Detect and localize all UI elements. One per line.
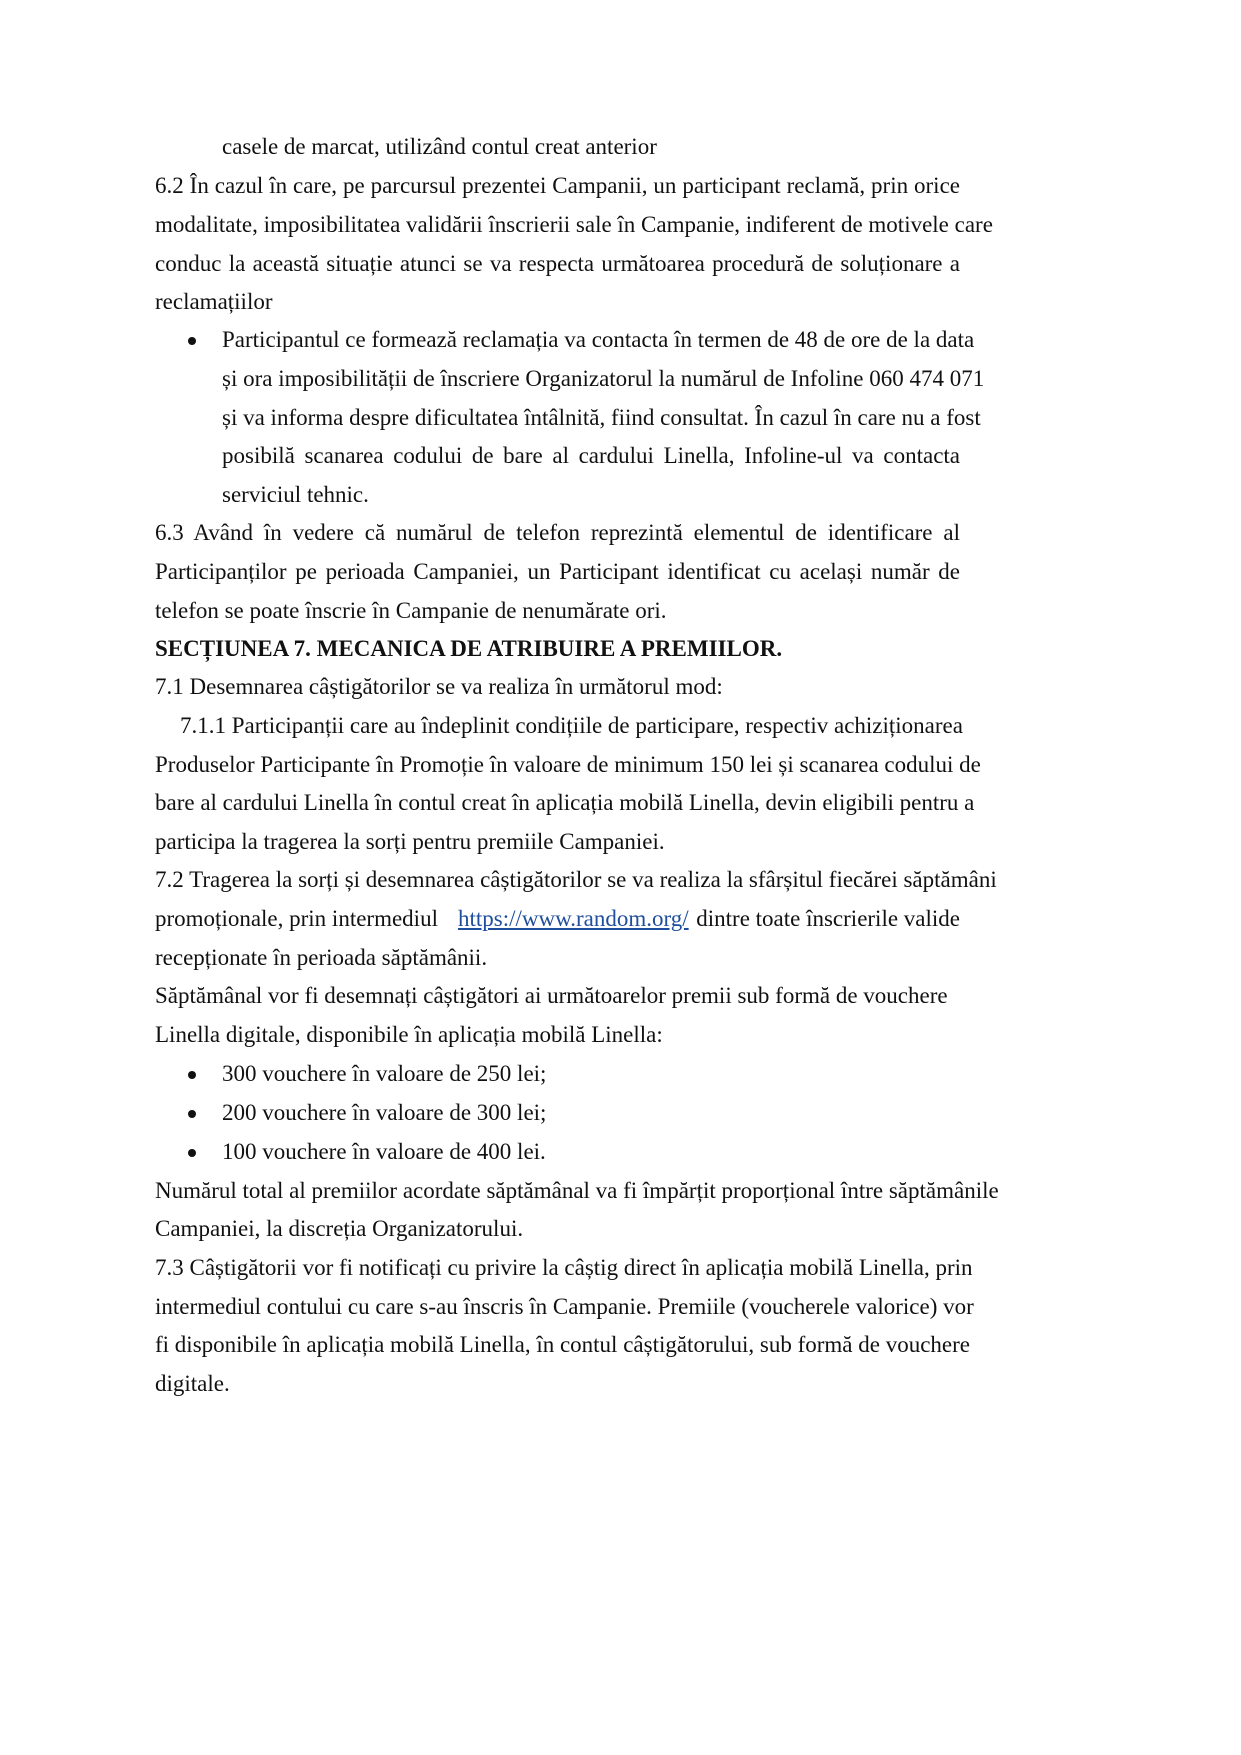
text-line: și ora imposibilității de înscriere Organizatorul la numărul de Infoline 060 474 071 bbox=[222, 366, 985, 391]
text-line: 6.3 Având în vedere că numărul de telefon reprezintă elementul de identificare al bbox=[155, 520, 960, 545]
text-line: 7.2 Tragerea la sorți și desemnarea câștigătorilor se va realiza la sfârșitul fiecărei săptămâni bbox=[155, 867, 997, 892]
text-line: Numărul total al premiilor acordate săptămânal va fi împărțit proporțional între săptămânile bbox=[155, 1178, 999, 1203]
bullet-icon bbox=[188, 1149, 196, 1157]
random-org-link[interactable]: https://www.random.org/ bbox=[458, 906, 689, 931]
text-line: intermediul contului cu care s-au înscris în Campanie. Premiile (voucherele valorice) vor bbox=[155, 1294, 974, 1319]
text-line: 7.3 Câștigătorii vor fi notificați cu privire la câștig direct în aplicația mobilă Linella, prin bbox=[155, 1255, 973, 1280]
text-line: Produselor Participante în Promoție în valoare de minimum 150 lei și scanarea codului de bbox=[155, 752, 981, 777]
text-segment: promoționale, prin intermediul bbox=[155, 906, 438, 931]
text-line: 7.1.1 Participanții care au îndeplinit condițiile de participare, respectiv achiziționarea bbox=[180, 713, 963, 738]
text-line: conduc la această situație atunci se va respecta următoarea procedură de soluționare a bbox=[155, 251, 960, 276]
text-line: Săptămânal vor fi desemnați câștigători ai următoarelor premii sub formă de vouchere bbox=[155, 983, 948, 1008]
section-heading: SECȚIUNEA 7. MECANICA DE ATRIBUIRE A PREMIILOR. bbox=[155, 636, 783, 661]
text-line: bare al cardului Linella în contul creat în aplicația mobilă Linella, devin eligibili pentru a bbox=[155, 790, 975, 815]
text-line: Campaniei, la discreția Organizatorului. bbox=[155, 1216, 524, 1241]
bullet-icon bbox=[188, 337, 196, 345]
text-line: și va informa despre dificultatea întâlnită, fiind consultat. În cazul în care nu a fost bbox=[222, 405, 981, 430]
text-line: participa la tragerea la sorți pentru premiile Campaniei. bbox=[155, 829, 665, 854]
text-line: casele de marcat, utilizând contul creat anterior bbox=[222, 134, 657, 159]
bullet-icon bbox=[188, 1071, 196, 1079]
list-item: 200 vouchere în valoare de 300 lei; bbox=[222, 1100, 547, 1125]
text-line: Participantul ce formează reclamația va contacta în termen de 48 de ore de la data bbox=[222, 327, 975, 352]
list-item: 300 vouchere în valoare de 250 lei; bbox=[222, 1061, 547, 1086]
text-segment: dintre toate înscrierile valide bbox=[696, 906, 960, 931]
bullet-icon bbox=[188, 1110, 196, 1118]
text-line: recepționate în perioada săptămânii. bbox=[155, 945, 488, 970]
text-line: telefon se poate înscrie în Campanie de nenumărate ori. bbox=[155, 598, 667, 623]
text-line: reclamațiilor bbox=[155, 289, 273, 314]
text-line: Linella digitale, disponibile în aplicația mobilă Linella: bbox=[155, 1022, 663, 1047]
text-line: modalitate, imposibilitatea validării înscrierii sale în Campanie, indiferent de motivele care bbox=[155, 212, 993, 237]
text-line: fi disponibile în aplicația mobilă Linella, în contul câștigătorului, sub formă de vouchere bbox=[155, 1332, 970, 1357]
text-line: serviciul tehnic. bbox=[222, 482, 369, 507]
text-line: posibilă scanarea codului de bare al cardului Linella, Infoline-ul va contacta bbox=[222, 443, 960, 468]
text-line: digitale. bbox=[155, 1371, 230, 1396]
list-item: 100 vouchere în valoare de 400 lei. bbox=[222, 1139, 546, 1164]
text-line: 6.2 În cazul în care, pe parcursul prezentei Campanii, un participant reclamă, prin orice bbox=[155, 173, 960, 198]
text-line: Participanților pe perioada Campaniei, un Participant identificat cu același număr de bbox=[155, 559, 960, 584]
text-line: 7.1 Desemnarea câștigătorilor se va realiza în următorul mod: bbox=[155, 674, 723, 699]
